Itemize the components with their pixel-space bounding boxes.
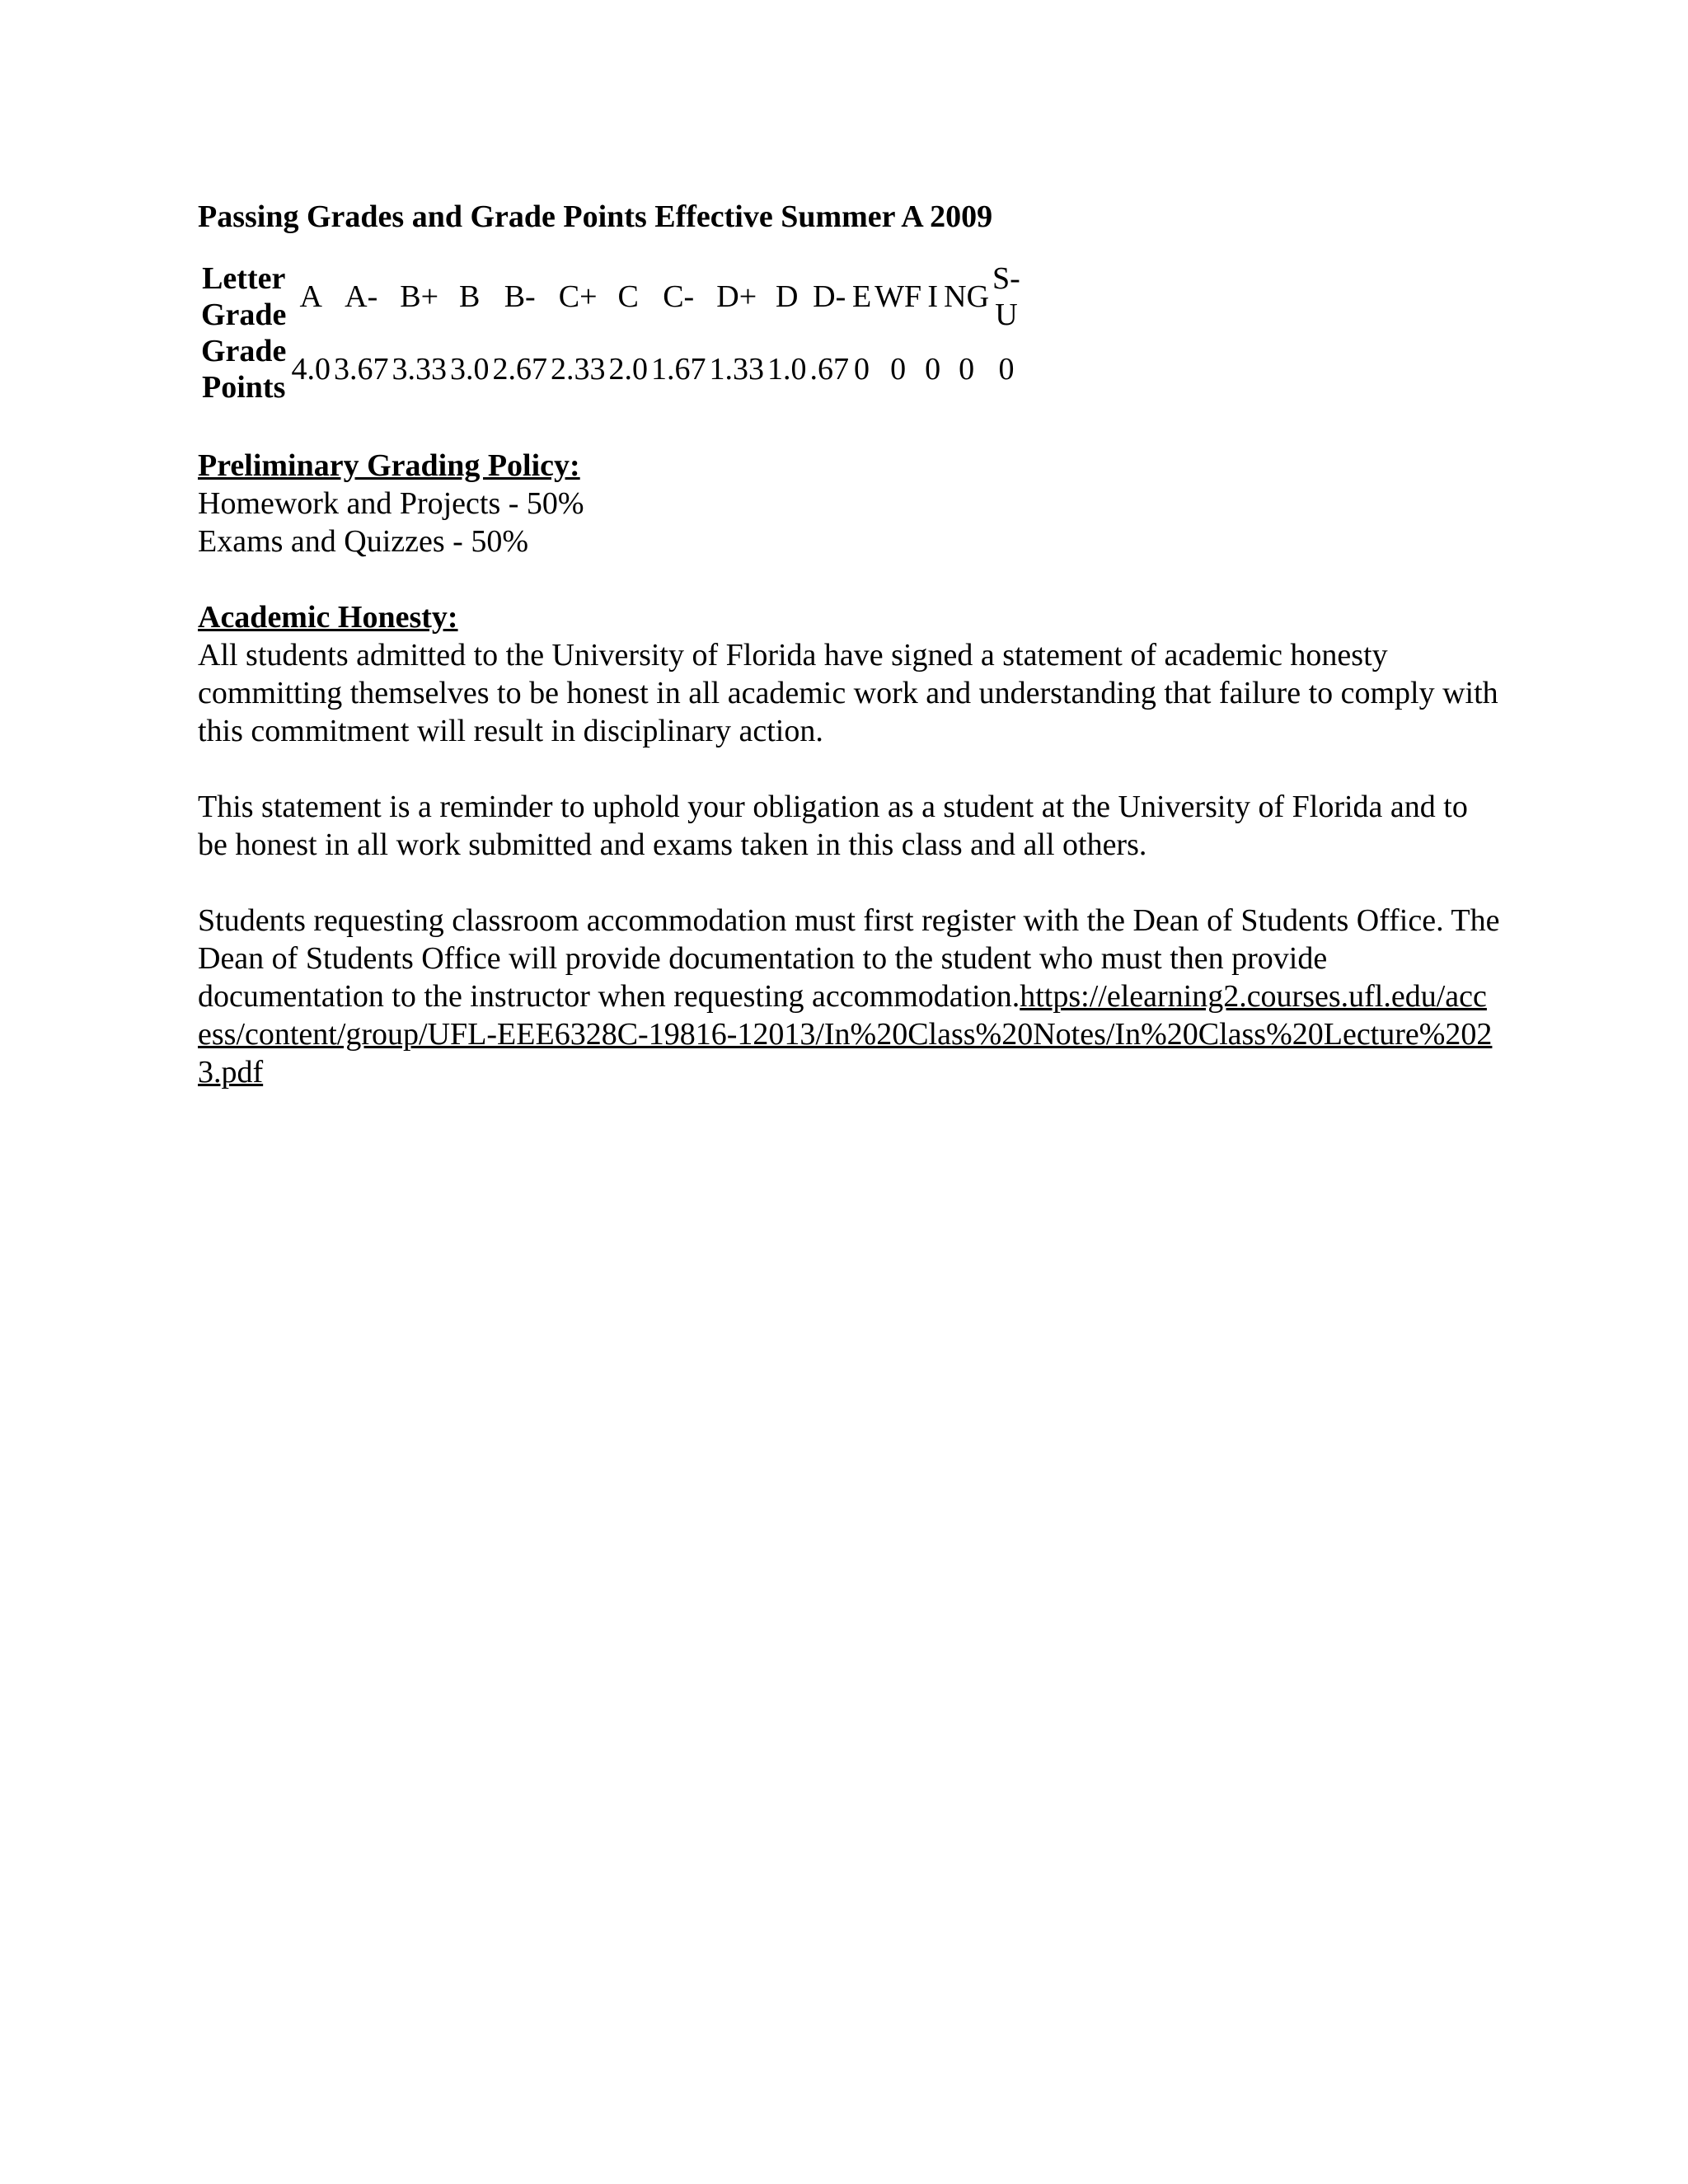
points-cell: 4.0: [291, 352, 331, 387]
grade-points-header: [198, 333, 289, 405]
points-cell: 2.33: [550, 352, 606, 387]
letter-cell: B-: [504, 279, 536, 314]
grade-table: [198, 260, 1022, 405]
letter-grade-row: [198, 260, 1022, 333]
lecture-notes-link[interactable]: https://elearning2.courses.ufl.edu/access/content/group/UFL-EEE6328C-19816-12013/In%20Class%20Notes/In%20Class%20Lecture%2023.pdf: [198, 979, 1493, 1090]
letter-cell: B: [459, 279, 481, 314]
letter-grade-header: [198, 260, 289, 333]
letter-cell: D: [775, 279, 799, 314]
academic-honesty-heading: Academic Honesty:: [198, 600, 458, 635]
points-cell: 0: [890, 352, 907, 387]
grading-policy-heading: Preliminary Grading Policy:: [198, 448, 580, 483]
letter-cell: E: [851, 279, 872, 314]
letter-cell: A: [299, 279, 322, 314]
letter-cell: WF: [874, 279, 922, 314]
accommodation-text: Students requesting classroom accommodation must first register with the Dean of Students Office. The Dean of Students Office will provide documentation to the student who must then provide documentation to the instructor when requesting accommodation.: [198, 903, 1500, 1014]
letter-cell: I: [927, 279, 938, 314]
letter-grade-header-bottom: Grade: [201, 298, 287, 332]
grade-points-header-bottom: Points: [202, 370, 286, 405]
points-cell: 3.67: [333, 352, 389, 387]
points-cell: 0: [959, 352, 975, 387]
points-cell: 0: [925, 352, 941, 387]
document-page: [198, 198, 1500, 1129]
letter-cell: NG: [944, 279, 990, 314]
academic-honesty-paragraph-2: This statement is a reminder to uphold your obligation as a student at the University of Florida and to be honest in all work submitted and exams taken in this class and all others.: [198, 790, 1468, 862]
points-cell: 2.67: [492, 352, 547, 387]
grading-policy-item: Exams and Quizzes - 50%: [198, 524, 528, 559]
points-cell: 3.0: [449, 352, 490, 387]
letter-cell: D-: [813, 279, 846, 314]
letter-cell: C+: [558, 279, 598, 314]
grading-policy-list: [198, 485, 1500, 560]
grade-points-row: [198, 333, 1022, 405]
letter-cell: S-U: [992, 261, 1020, 332]
letter-cell: D+: [716, 279, 757, 314]
letter-cell: B+: [400, 279, 439, 314]
points-cell: 1.67: [650, 352, 706, 387]
points-cell: 0: [998, 352, 1015, 387]
letter-cell: C-: [663, 279, 695, 314]
academic-honesty-paragraph-1: All students admitted to the University of Florida have signed a statement of academic honesty committing themselves to be honest in all academic work and understanding that failure to comply with this commitment will result in disciplinary action.: [198, 638, 1498, 748]
points-cell: 1.33: [709, 352, 764, 387]
page-title: Passing Grades and Grade Points Effective Summer A 2009: [198, 199, 993, 234]
accommodation-paragraph: [198, 902, 1500, 1091]
grade-points-header-top: Grade: [201, 334, 287, 368]
points-cell: 1.0: [767, 352, 807, 387]
letter-cell: C: [617, 279, 639, 314]
letter-cell: A-: [345, 279, 378, 314]
points-cell: 3.33: [392, 352, 447, 387]
points-cell: 2.0: [608, 352, 648, 387]
points-cell: 0: [854, 352, 870, 387]
points-cell: .67: [809, 352, 849, 387]
grading-policy-item: Homework and Projects - 50%: [198, 486, 584, 521]
letter-grade-header-top: Letter: [202, 261, 286, 296]
